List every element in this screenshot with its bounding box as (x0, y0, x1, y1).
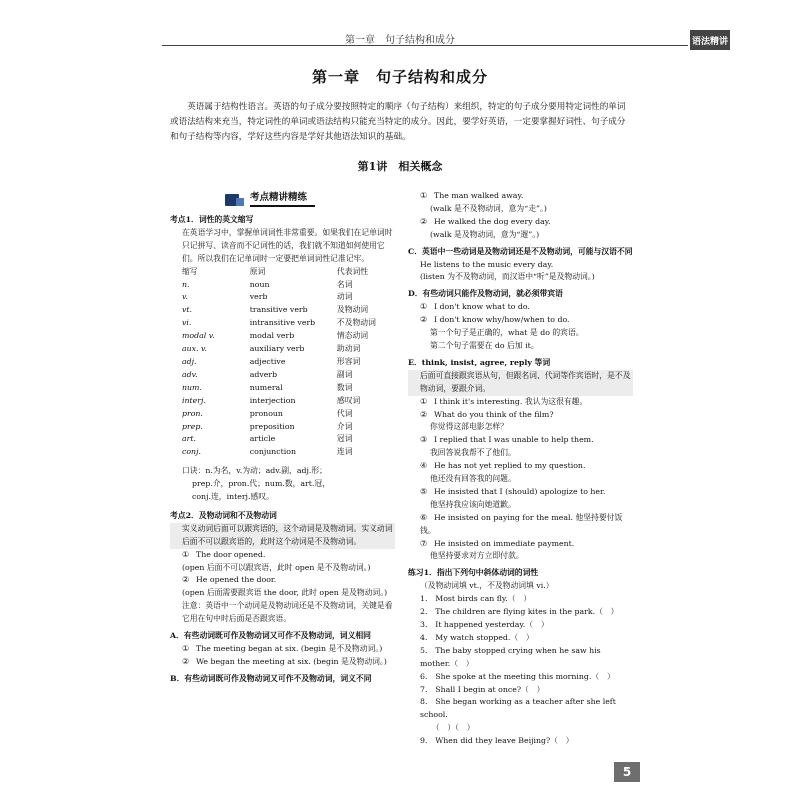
list-item-translation: 你觉得这部电影怎样？ (430, 422, 508, 432)
list-item-translation: 我回答说我帮不了他们。 (430, 448, 516, 458)
chapter-title: 第一章 句子结构和成分 (311, 68, 488, 86)
exercise-item: 3. It happened yesterday.（ ） (420, 620, 549, 629)
section-b-note: (walk 是及物动词，意为“遛”。) (430, 229, 540, 239)
list-item: ② What do you think of the film? (420, 409, 554, 419)
section-c-note: (listen 为不及物动词，而汉语中“听”是及物动词。) (420, 272, 595, 282)
abbr-row: v. verb 动词 (182, 292, 353, 302)
abbr-row: vi. intransitive verb 不及物动词 (182, 318, 376, 328)
abbr-header-f: 原词 (249, 266, 266, 276)
running-title: 第一章 句子结构和成分 (345, 35, 455, 46)
abbr-row: prep. preposition 介词 (182, 421, 353, 431)
section-e-list (408, 396, 633, 564)
kp2-example-note: (open 后面需要跟宾语 the door, 此时 open 是及物动词。) (182, 588, 388, 598)
kp2-text: 实义动词后面可以跟宾语的，这个动词是及物动词。实义动词后面不可以跟宾语的，此时这个动词是不及物动词。 (170, 523, 395, 549)
section-d-note: 第二个句子需要在 do 后加 it。 (430, 340, 539, 350)
section-b-example: The man walked away. (434, 191, 524, 200)
list-item-translation: 他坚持要求对方立即付款。 (430, 551, 524, 561)
kp1-text: 在英语学习中，掌握单词词性非常重要。如果我们在记单词时只记拼写、读音而不记词性的话，我们就不知道如何使用它们。所以我们在记单词时一定要把单词词性记准记牢。 (182, 227, 393, 263)
list-item-translation: 他坚持我应该向她道歉。 (430, 499, 516, 509)
kp2-example: He opened the door. (196, 575, 277, 585)
abbr-row: adj. adjective 形容词 (182, 356, 361, 366)
abbr-row: vt. transitive verb 及物动词 (182, 305, 369, 315)
kp2-example: The door opened. (196, 549, 266, 559)
mnemonic-line: conj.连，interj.感叹。 (192, 492, 274, 502)
kp2-example-note: (open 后面不可以跟宾语，此时 open 是不及物动词。) (182, 562, 371, 572)
section-a-title: A．有些动词既可作及物动词又可作不及物动词，词义相同 (170, 631, 371, 641)
section-e-text: 后面可直接跟宾语从句，但跟名词、代词等作宾语时，是不及物动词，要跟介词。 (408, 370, 633, 396)
abbr-row: conj. conjunction 连词 (182, 447, 353, 457)
right-column: ① The man walked away. (walk 是不及物动词，意为“走”。) ② He walked the dog every day. (walk 是及物动词，意为“遛”。) C．英语中一些动词是及物动词还是不及物动词，可能与汉语不同 He listens to the music every day. (listen 为不及物动词，而汉语中“听”是及物动词。) D．有些动词只能作及物动词，就必须带宾语 ① I don't know what to do. ② I don't know why/how/when to do. 第一个句子是正确的，what 是 do 的宾语。 第二个句子需要在 do 后加 it。 E．think, insist, agree, reply 等词 后面可直接跟宾语从句，但跟名词、代词等作宾语时，是不及物动词，要跟介词。 ① I think it's interesting. 我认为这很有趣。 ② What do you think of the film? 你觉得这部电影怎样？ ③ I replied that I was unable to help them. 我回答说我帮不了他们。 ④ He has not yet replied to my question. 他还没有回答我的问题。 ⑤ He insisted that I (should) apologize to her. 他坚持我应该向她道歉。 ⑥ He insisted on paying for the meal. 他坚持要付饭钱。 ⑦ He insisted on immediate payment. 他坚持要求对方立即付款。 练习1．指出下列句中斜体动词的词性 （及物动词填 vt.，不及物动词填 vi.） 1. Most birds can fly.（ ） 2. The children are flying kites in the park.（ ） 3. It happened yesterday.（ ） 4. My watch stopped.（ ） 5. The baby stopped crying when he saw his mother.（ ） 6. She spoke at the meeting this morning.（ ） 7. Shall I begin at once?（ ） 8. She began working as a teacher after she left school. （ ）（ ） 9. When did they leave Beijing?（ ） (408, 190, 633, 748)
abbr-row: modal v. modal verb 情态动词 (182, 331, 369, 341)
exercise-item: 4. My watch stopped.（ ） (420, 632, 534, 642)
kp1-title: 考点1．词性的英文缩写 (170, 215, 254, 224)
exercise-item: 1. Most birds can fly.（ ） (420, 594, 532, 604)
mnemonic-line: 口诀：n.为名，v.为动；adv.副，adj.形； (182, 466, 327, 476)
book-accent-icon (236, 198, 244, 206)
intro-paragraph: 英语属于结构性语言。英语的句子成分要按照特定的顺序（句子结构）来组织，特定的句子成分要用特定词性的单词或语法结构来充当，特定词性的单词或语法结构只能充当特定的成分。因此，要学好英语，一定要掌握好词性、句子成分和句子结构等内容，学好这些内容是学好其他语法知识的基础。 (170, 102, 626, 142)
banner-label: 考点精讲精练 (250, 192, 315, 207)
exercise-item: 2. The children are flying kites in the park.（ ） (420, 607, 619, 617)
list-item: ⑥ He insisted on paying for the meal. 他坚持要付饭钱。 (420, 512, 623, 535)
exercise-item: 5. The baby stopped crying when he saw his mother.（ ） (420, 645, 601, 668)
section-d-example: I don't know what to do. (434, 302, 530, 312)
exercise-item: （ ）（ ） (420, 723, 475, 733)
abbr-row: aux. v. auxiliary verb 助动词 (182, 344, 361, 354)
list-item: ① I think it's interesting. 我认为这很有趣。 (420, 396, 588, 406)
abbr-row: pron. pronoun 代词 (182, 408, 353, 418)
exercise-item: 7. Shall I begin at once?（ ） (420, 684, 545, 694)
exercise-item: 6. She spoke at the meeting this morning.（ ） (420, 671, 615, 681)
abbr-row: n. noun 名词 (182, 279, 353, 289)
section-a-example: The meeting began at six. (begin 是不及物动词。) (196, 644, 383, 653)
exercise-title: 练习1．指出下列句中斜体动词的词性 (408, 568, 539, 578)
abbr-table (170, 279, 395, 460)
list-item: ⑤ He insisted that I (should) apologize to her. (420, 486, 606, 496)
exercise-list (408, 593, 633, 748)
exercise-subtitle: （及物动词填 vt.，不及物动词填 vi.） (420, 581, 554, 591)
abbr-header-c: 代表词性 (336, 266, 369, 276)
page-header (0, 30, 800, 48)
section-e-title: E．think, insist, agree, reply 等词 (408, 357, 551, 367)
section-c-title: C．英语中一些动词是及物动词还是不及物动词，可能与汉语不同 (408, 246, 633, 256)
list-item: ③ I replied that I was unable to help them. (420, 435, 594, 445)
lecture-title: 第1讲 相关概念 (357, 160, 443, 173)
exercise-item: 9. When did they leave Beijing?（ ） (420, 736, 574, 746)
abbr-header (170, 266, 395, 279)
page-number: 5 (614, 762, 640, 782)
abbr-row: adv. adverb 副词 (182, 369, 353, 379)
section-d-example: I don't know why/how/when to do. (434, 315, 570, 325)
list-item-translation: 他还没有回答我的问题。 (430, 474, 516, 484)
section-d-note: 第一个句子是正确的，what 是 do 的宾语。 (430, 328, 584, 338)
abbr-row: num. numeral 数词 (182, 382, 353, 392)
abbr-header-a: 缩写 (182, 266, 198, 276)
kp2-note: 注意：英语中一个动词是及物动词还是不及物动词，关键是看它用在句中时后面是否跟宾语。 (182, 601, 393, 624)
abbr-row: art. article 冠词 (182, 434, 353, 444)
section-banner (170, 190, 395, 210)
section-b-title: B．有些动词既可作及物动词又可作不及物动词，词义不同 (170, 673, 372, 683)
list-item: ⑦ He insisted on immediate payment. (420, 538, 575, 548)
section-d-title: D．有些动词只能作及物动词，就必须带宾语 (408, 289, 563, 299)
section-b-note: (walk 是不及物动词，意为“走”。) (430, 203, 547, 213)
list-item: ④ He has not yet replied to my question. (420, 461, 586, 471)
section-c-example: He listens to the music every day. (420, 259, 554, 269)
section-a-example: We began the meeting at six. (begin 是及物动词。) (196, 656, 387, 666)
section-b-example: He walked the dog every day. (434, 216, 551, 226)
exercise-item: 8. She began working as a teacher after she left school. (420, 697, 616, 720)
mnemonic-line: prep.介，pron.代；num.数，art.冠， (192, 479, 330, 489)
abbr-row: interj. interjection 感叹词 (182, 395, 361, 405)
kp2-title: 考点2．及物动词和不及物动词 (170, 510, 277, 520)
left-column: 考点精讲精练 考点1．词性的英文缩写 在英语学习中，掌握单词词性非常重要。如果我们在记单词时只记拼写、读音而不记词性的话，我们就不知道如何使用它们。所以我们在记单词时一定要把单词词性记准记牢。 缩写 原词 代表词性 n. noun 名词 v. verb 动词 vt. transitive verb 及物动词 vi. intransitive verb 不及物动词 modal v. modal verb 情态动词 aux. v. auxiliary verb 助动词 adj. adjective 形容词 adv. adverb 副词 num. numeral 数词 interj. interjection 感叹词 pron. pronoun 代词 prep. preposition 介词 art. article 冠词 conj. conjunction 连词 口诀：n.为名，v.为动；adv.副，adj.形； prep.介，pron.代；num.数，art.冠， conj.连，interj.感叹。 考点2．及物动词和不及物动词 实义动词后面可以跟宾语的，这个动词是及物动词。实义动词后面不可以跟宾语的，此时这个动词是不及物动词。 ① The door opened. (open 后面不可以跟宾语，此时 open 是不及物动词。) ② He opened the door. (open 后面需要跟宾语 the door, 此时 open 是及物动词。) 注意：英语中一个动词是及物动词还是不及物动词，关键是看它用在句中时后面是否跟宾语。 A．有些动词既可作及物动词又可作不及物动词，词义相同 ① The meeting began at six. (begin 是不及物动词。) ② We began the meeting at six. (begin 是及物动词。) B．有些动词既可作及物动词又可作不及物动词，词义不同 (170, 190, 395, 686)
series-logo: 语法精讲 (690, 30, 730, 50)
